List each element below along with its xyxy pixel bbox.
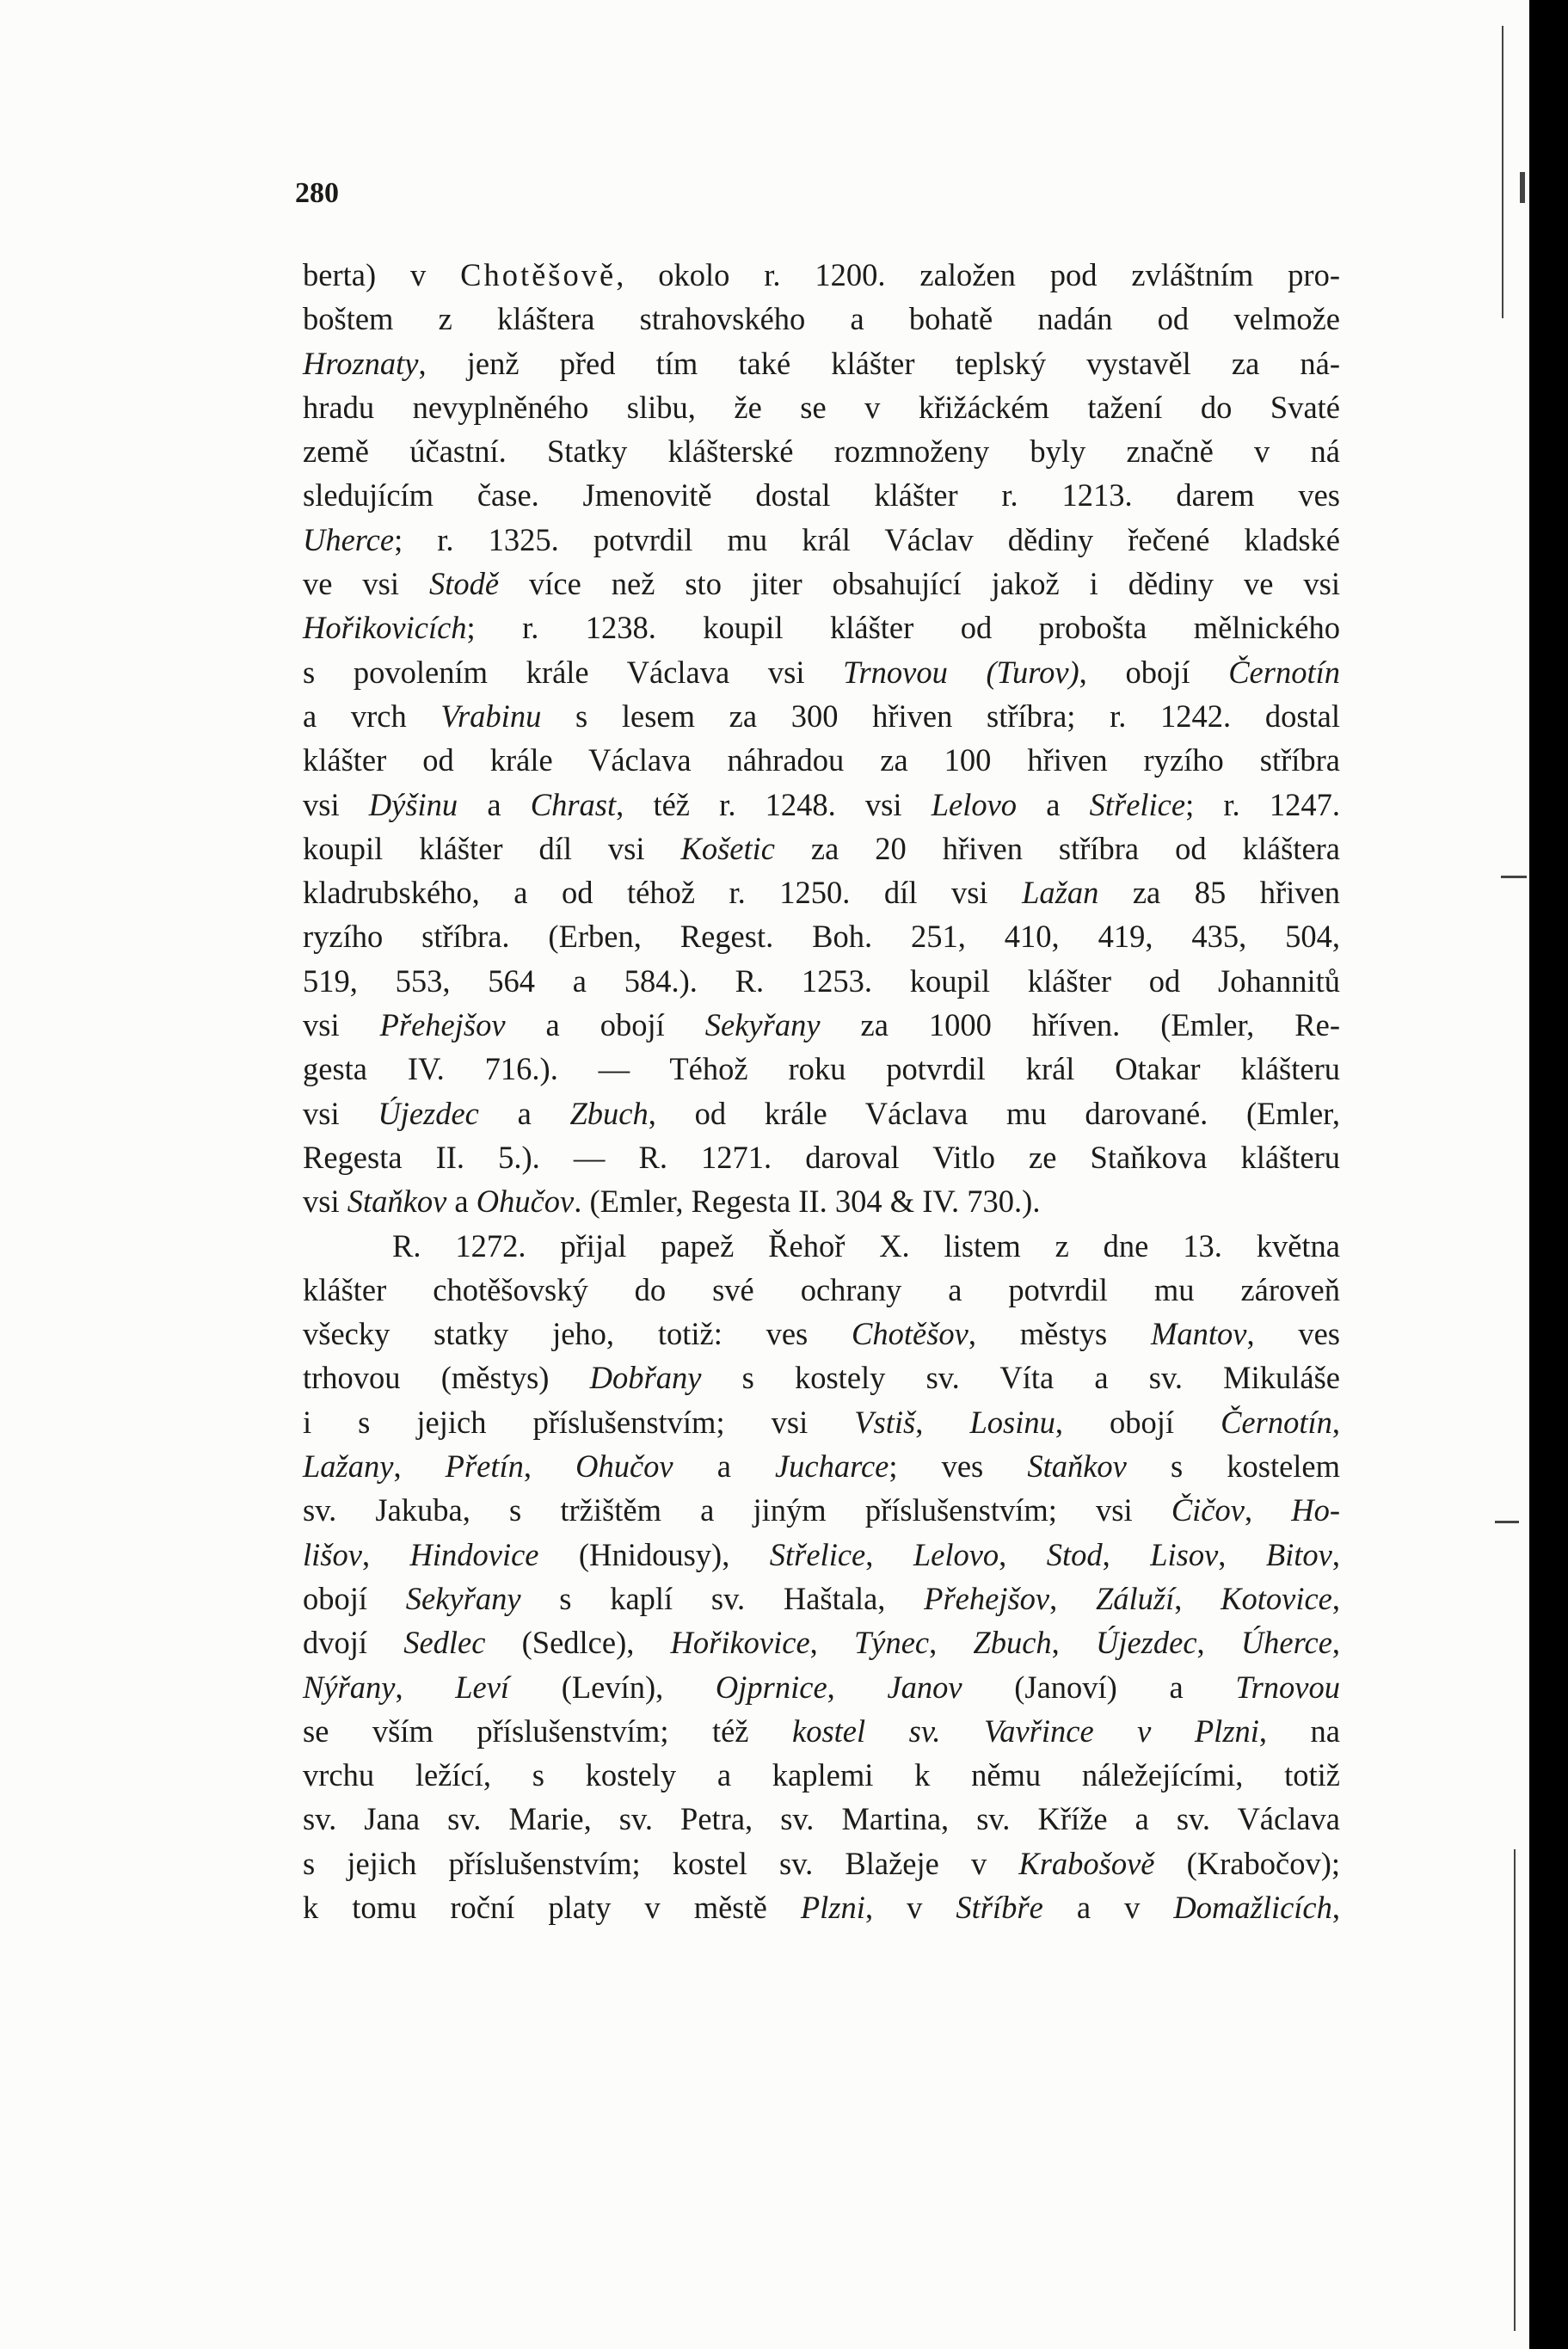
text-line	[303, 1577, 1340, 1620]
text-run: a v	[1042, 1889, 1174, 1925]
text-run: země účastní. Statky klášterské rozmnoženy byly značně v ná	[303, 434, 1340, 470]
text-run: , jenž před tím také klášter teplský vystavěl za ná-	[418, 345, 1340, 381]
text-run: , též r. 1248. vsi	[616, 786, 932, 822]
text-run: s kaplí sv. Haštala,	[520, 1580, 925, 1616]
text-run: ; ves	[889, 1448, 1028, 1485]
text-run: všecky statky jeho, totiž: ves	[303, 1316, 852, 1352]
text-run: více než sto jiter obsahující jakož i dědiny ve vsi	[499, 566, 1340, 602]
italic-name: Domažlicích	[1173, 1889, 1332, 1925]
text-run: a	[446, 1184, 477, 1220]
italic-name: lišov	[303, 1536, 362, 1572]
italic-name: Hořikovice	[670, 1625, 810, 1661]
italic-name: Lisov	[1150, 1536, 1219, 1572]
text-run: ,	[915, 1404, 970, 1440]
text-line	[303, 1356, 1340, 1399]
italic-name: Janov	[887, 1669, 962, 1705]
text-line	[303, 1753, 1340, 1797]
text-line	[303, 738, 1340, 782]
text-run: , od krále Václava mu darované. (Emler,	[648, 1095, 1340, 1131]
text-line	[303, 253, 1340, 297]
italic-name: Újezdec	[378, 1095, 479, 1131]
text-run: ; r. 1325. potvrdil mu král Václav dědiny řečené kladské	[394, 521, 1340, 557]
text-line	[303, 1533, 1340, 1577]
text-run: sv. Jana sv. Marie, sv. Petra, sv. Martina, sv. Kříže a sv. Václava	[303, 1801, 1340, 1837]
right-margin-rule-lower	[1514, 1849, 1516, 2331]
text-run: ,	[1331, 1625, 1341, 1661]
text-run: dvojí	[303, 1625, 404, 1661]
text-run: koupil klášter díl vsi	[303, 830, 681, 866]
text-run: . (Emler, Regesta II. 304 & IV. 730.).	[574, 1184, 1041, 1220]
text-run: klášter od krále Václava náhradou za 100 hřiven ryzího stříbra	[303, 742, 1340, 778]
right-margin-dash	[1501, 876, 1527, 878]
text-run: k tomu roční platy v městě	[303, 1889, 801, 1925]
text-line	[303, 1797, 1340, 1841]
italic-name: Černotín	[1228, 654, 1340, 690]
text-line	[303, 1400, 1340, 1444]
text-run: vsi	[303, 786, 369, 822]
right-margin-rule	[1502, 26, 1503, 318]
text-run: ryzího stříbra. (Erben, Regest. Boh. 251, 410, 419, 435, 504,	[303, 919, 1340, 955]
italic-name: Zbuch	[973, 1625, 1052, 1661]
italic-name: Přetín	[445, 1448, 524, 1485]
text-line	[303, 1620, 1340, 1664]
text-run: vsi	[303, 1007, 380, 1043]
text-run: ,	[361, 1536, 410, 1572]
italic-name: Přehejšov	[379, 1007, 506, 1043]
italic-name: Stříbře	[956, 1889, 1043, 1925]
text-line	[303, 650, 1340, 694]
italic-name: Zbuch	[569, 1095, 649, 1131]
text-run: s lesem za 300 hřiven stříbra; r. 1242. dostal	[541, 698, 1341, 734]
text-run: Regesta II. 5.). — R. 1271. daroval Vitlo ze Staňkova klášteru	[303, 1139, 1340, 1175]
italic-name: Újezdec	[1095, 1625, 1197, 1661]
text-run: gesta IV. 716.). — Téhož roku potvrdil král Otakar klášteru	[303, 1051, 1340, 1087]
text-line	[303, 606, 1340, 649]
italic-name: Přehejšov	[924, 1580, 1050, 1616]
text-run: ,	[1331, 1580, 1340, 1616]
text-line	[303, 783, 1340, 827]
text-run: vrchu ležící, s kostely a kaplemi k němu náležejícími, totiž	[303, 1757, 1340, 1793]
text-line	[303, 1135, 1340, 1179]
italic-name: Střelice	[769, 1536, 866, 1572]
italic-name: Mantov	[1150, 1316, 1247, 1352]
text-run: za 20 hřiven stříbra od kláštera	[774, 830, 1341, 866]
italic-name: Čičov	[1171, 1492, 1245, 1528]
text-line	[303, 1665, 1340, 1709]
italic-name: Ojprnice	[715, 1669, 827, 1705]
italic-name: Košetic	[680, 830, 775, 866]
text-run: (Janoví) a	[962, 1669, 1236, 1705]
italic-name: Stod	[1046, 1536, 1103, 1572]
text-run: a	[478, 1095, 570, 1131]
text-run: a vrch	[303, 698, 441, 734]
text-line	[303, 914, 1340, 958]
italic-name: Lelovo	[913, 1536, 999, 1572]
text-line	[303, 1842, 1340, 1885]
italic-name: Bitov	[1265, 1536, 1332, 1572]
text-line	[303, 385, 1340, 429]
text-run: a	[673, 1448, 775, 1485]
text-run: se vším příslušenstvím; též	[303, 1713, 793, 1749]
text-line	[303, 1709, 1340, 1753]
text-run: , v	[864, 1889, 956, 1925]
text-run: ,	[1051, 1625, 1096, 1661]
italic-name: Týnec	[853, 1625, 930, 1661]
text-run: s kostelem	[1126, 1448, 1341, 1485]
italic-name: Lažan	[1022, 875, 1099, 911]
italic-name: Ho-	[1291, 1492, 1341, 1528]
text-run: ,	[1196, 1625, 1241, 1661]
text-run: sv. Jakuba, s tržištěm a jiným příslušenstvím; vsi	[303, 1492, 1171, 1528]
italic-name: Plzni	[800, 1889, 865, 1925]
text-run: ,	[395, 1669, 456, 1705]
text-run: 519, 553, 564 a 584.). R. 1253. koupil klášter od Johannitů	[303, 962, 1340, 999]
text-run: ,	[393, 1448, 446, 1485]
text-run: , obojí	[1079, 654, 1229, 690]
italic-name: Vstiš	[854, 1404, 916, 1440]
text-run: ,	[809, 1625, 854, 1661]
text-run: ,	[1331, 1889, 1341, 1925]
text-run: ,	[1331, 1404, 1340, 1440]
text-run: ,	[1049, 1580, 1096, 1616]
italic-name: Jucharce	[774, 1448, 889, 1485]
italic-name: Leví	[455, 1669, 510, 1705]
text-line	[303, 1091, 1340, 1135]
text-run: ,	[1102, 1536, 1151, 1572]
text-run: vsi	[303, 1184, 347, 1220]
italic-name: Hindovice	[409, 1536, 539, 1572]
text-run: ve vsi	[303, 566, 429, 602]
text-run: obojí	[303, 1580, 406, 1616]
text-run: za 85 hřiven	[1098, 875, 1340, 911]
text-line	[303, 959, 1340, 1003]
text-run: (Hnidousy),	[538, 1536, 770, 1572]
text-run: a obojí	[505, 1007, 705, 1043]
text-run: hradu nevyplněného slibu, že se v křižáckém tažení do Svaté	[303, 389, 1340, 425]
text-run: klášter chotěšovský do své ochrany a potvrdil mu zároveň	[303, 1271, 1340, 1307]
text-line	[303, 1488, 1340, 1532]
text-line	[303, 429, 1340, 473]
italic-name: Lelovo	[931, 786, 1018, 822]
italic-name: Sedlec	[403, 1625, 486, 1661]
text-run: s kostely sv. Víta a sv. Mikuláše	[701, 1360, 1340, 1396]
italic-name: Chotěšov	[852, 1316, 968, 1352]
text-run: ,	[929, 1625, 974, 1661]
italic-name: Staňkov	[1027, 1448, 1127, 1485]
text-line	[303, 473, 1340, 517]
italic-name: Sekyřany	[405, 1580, 521, 1616]
italic-name: Ohučov	[575, 1448, 673, 1485]
text-line	[303, 297, 1340, 341]
text-line	[303, 1047, 1340, 1091]
text-run: , na	[1258, 1713, 1341, 1749]
italic-name: Hořikovicích	[303, 610, 467, 646]
text-run: (Krabočov);	[1154, 1845, 1340, 1881]
text-line	[303, 1268, 1340, 1312]
italic-name: Trnovou (Turov)	[843, 654, 1079, 690]
text-run: , ves	[1246, 1316, 1340, 1352]
right-edge-tick	[1520, 172, 1525, 203]
text-line	[303, 1179, 1340, 1223]
text-run: ; r. 1238. koupil klášter od probošta mělnického	[466, 610, 1340, 646]
text-run: , obojí	[1055, 1404, 1221, 1440]
text-run: ,	[1218, 1536, 1266, 1572]
text-run: (Sedlce),	[485, 1625, 671, 1661]
italic-name: Trnovou	[1235, 1669, 1341, 1705]
body-text	[303, 253, 1340, 1929]
text-line	[303, 870, 1340, 914]
text-line	[303, 1312, 1340, 1356]
text-run: ,	[1331, 1536, 1341, 1572]
italic-name: kostel sv. Vavřince v Plzni	[792, 1713, 1259, 1749]
italic-name: Záluží	[1095, 1580, 1175, 1616]
italic-name: Černotín	[1221, 1404, 1332, 1440]
text-run: ,	[827, 1669, 888, 1705]
italic-name: Stodě	[428, 566, 500, 602]
italic-name: Chrast	[530, 786, 617, 822]
text-run: za 1000 hříven. (Emler, Re-	[820, 1007, 1340, 1043]
text-run: trhovou (městys)	[303, 1360, 590, 1396]
text-line	[303, 1885, 1340, 1929]
text-run: ,	[999, 1536, 1047, 1572]
text-run: ,	[523, 1448, 576, 1485]
italic-name: Sekyřany	[704, 1007, 821, 1043]
italic-name: Losinu	[969, 1404, 1055, 1440]
text-run: a	[1017, 786, 1090, 822]
italic-name: Ohučov	[476, 1184, 575, 1220]
text-line	[303, 562, 1340, 606]
page-number: 280	[295, 177, 339, 209]
text-run: , městys	[968, 1316, 1151, 1352]
text-run: ,	[1174, 1580, 1221, 1616]
text-line	[303, 827, 1340, 870]
text-run: boštem z kláštera strahovského a bohatě nadán od velmože	[303, 301, 1340, 337]
text-run: ,	[865, 1536, 913, 1572]
italic-name: Uherce	[303, 521, 395, 557]
italic-name: Lažany	[303, 1448, 394, 1485]
text-run: vsi	[303, 1095, 378, 1131]
text-run: , okolo r. 1200. založen pod zvláštním pro-	[616, 257, 1340, 292]
text-line	[303, 1224, 1340, 1268]
italic-name: Nýřany	[303, 1669, 396, 1705]
right-margin-dash-2	[1495, 1521, 1519, 1523]
text-line	[303, 1444, 1340, 1488]
italic-name: Hroznaty	[303, 345, 419, 381]
text-run: a	[458, 786, 531, 822]
italic-name: Střelice	[1089, 786, 1186, 822]
text-line	[303, 1003, 1340, 1047]
text-run: (Levín),	[509, 1669, 716, 1705]
italic-name: Dýšinu	[368, 786, 458, 822]
text-run: ,	[1244, 1492, 1292, 1528]
italic-name: Dobřany	[589, 1360, 702, 1396]
text-line	[303, 694, 1340, 738]
italic-name: Vrabinu	[440, 698, 542, 734]
text-run: R. 1272. přijal papež Řehoř X. listem z dne 13. května	[392, 1227, 1340, 1264]
italic-name: Staňkov	[347, 1184, 447, 1220]
text-run: sledujícím čase. Jmenovitě dostal klášter r. 1213. darem ves	[303, 477, 1340, 513]
text-run: s povolením krále Václava vsi	[303, 654, 844, 690]
text-line	[303, 518, 1340, 562]
text-run: Chotěšově	[460, 257, 617, 292]
text-run: kladrubského, a od téhož r. 1250. díl vsi	[303, 875, 1023, 911]
italic-name: Úherce	[1240, 1625, 1332, 1661]
text-run: ; r. 1247.	[1185, 786, 1340, 822]
text-run: berta) v	[303, 257, 461, 292]
text-line	[303, 341, 1340, 385]
italic-name: Kotovice	[1221, 1580, 1332, 1616]
text-run: i s jejich příslušenstvím; vsi	[303, 1404, 855, 1440]
italic-name: Krabošově	[1018, 1845, 1155, 1881]
text-run: s jejich příslušenstvím; kostel sv. Blažeje v	[303, 1845, 1019, 1881]
